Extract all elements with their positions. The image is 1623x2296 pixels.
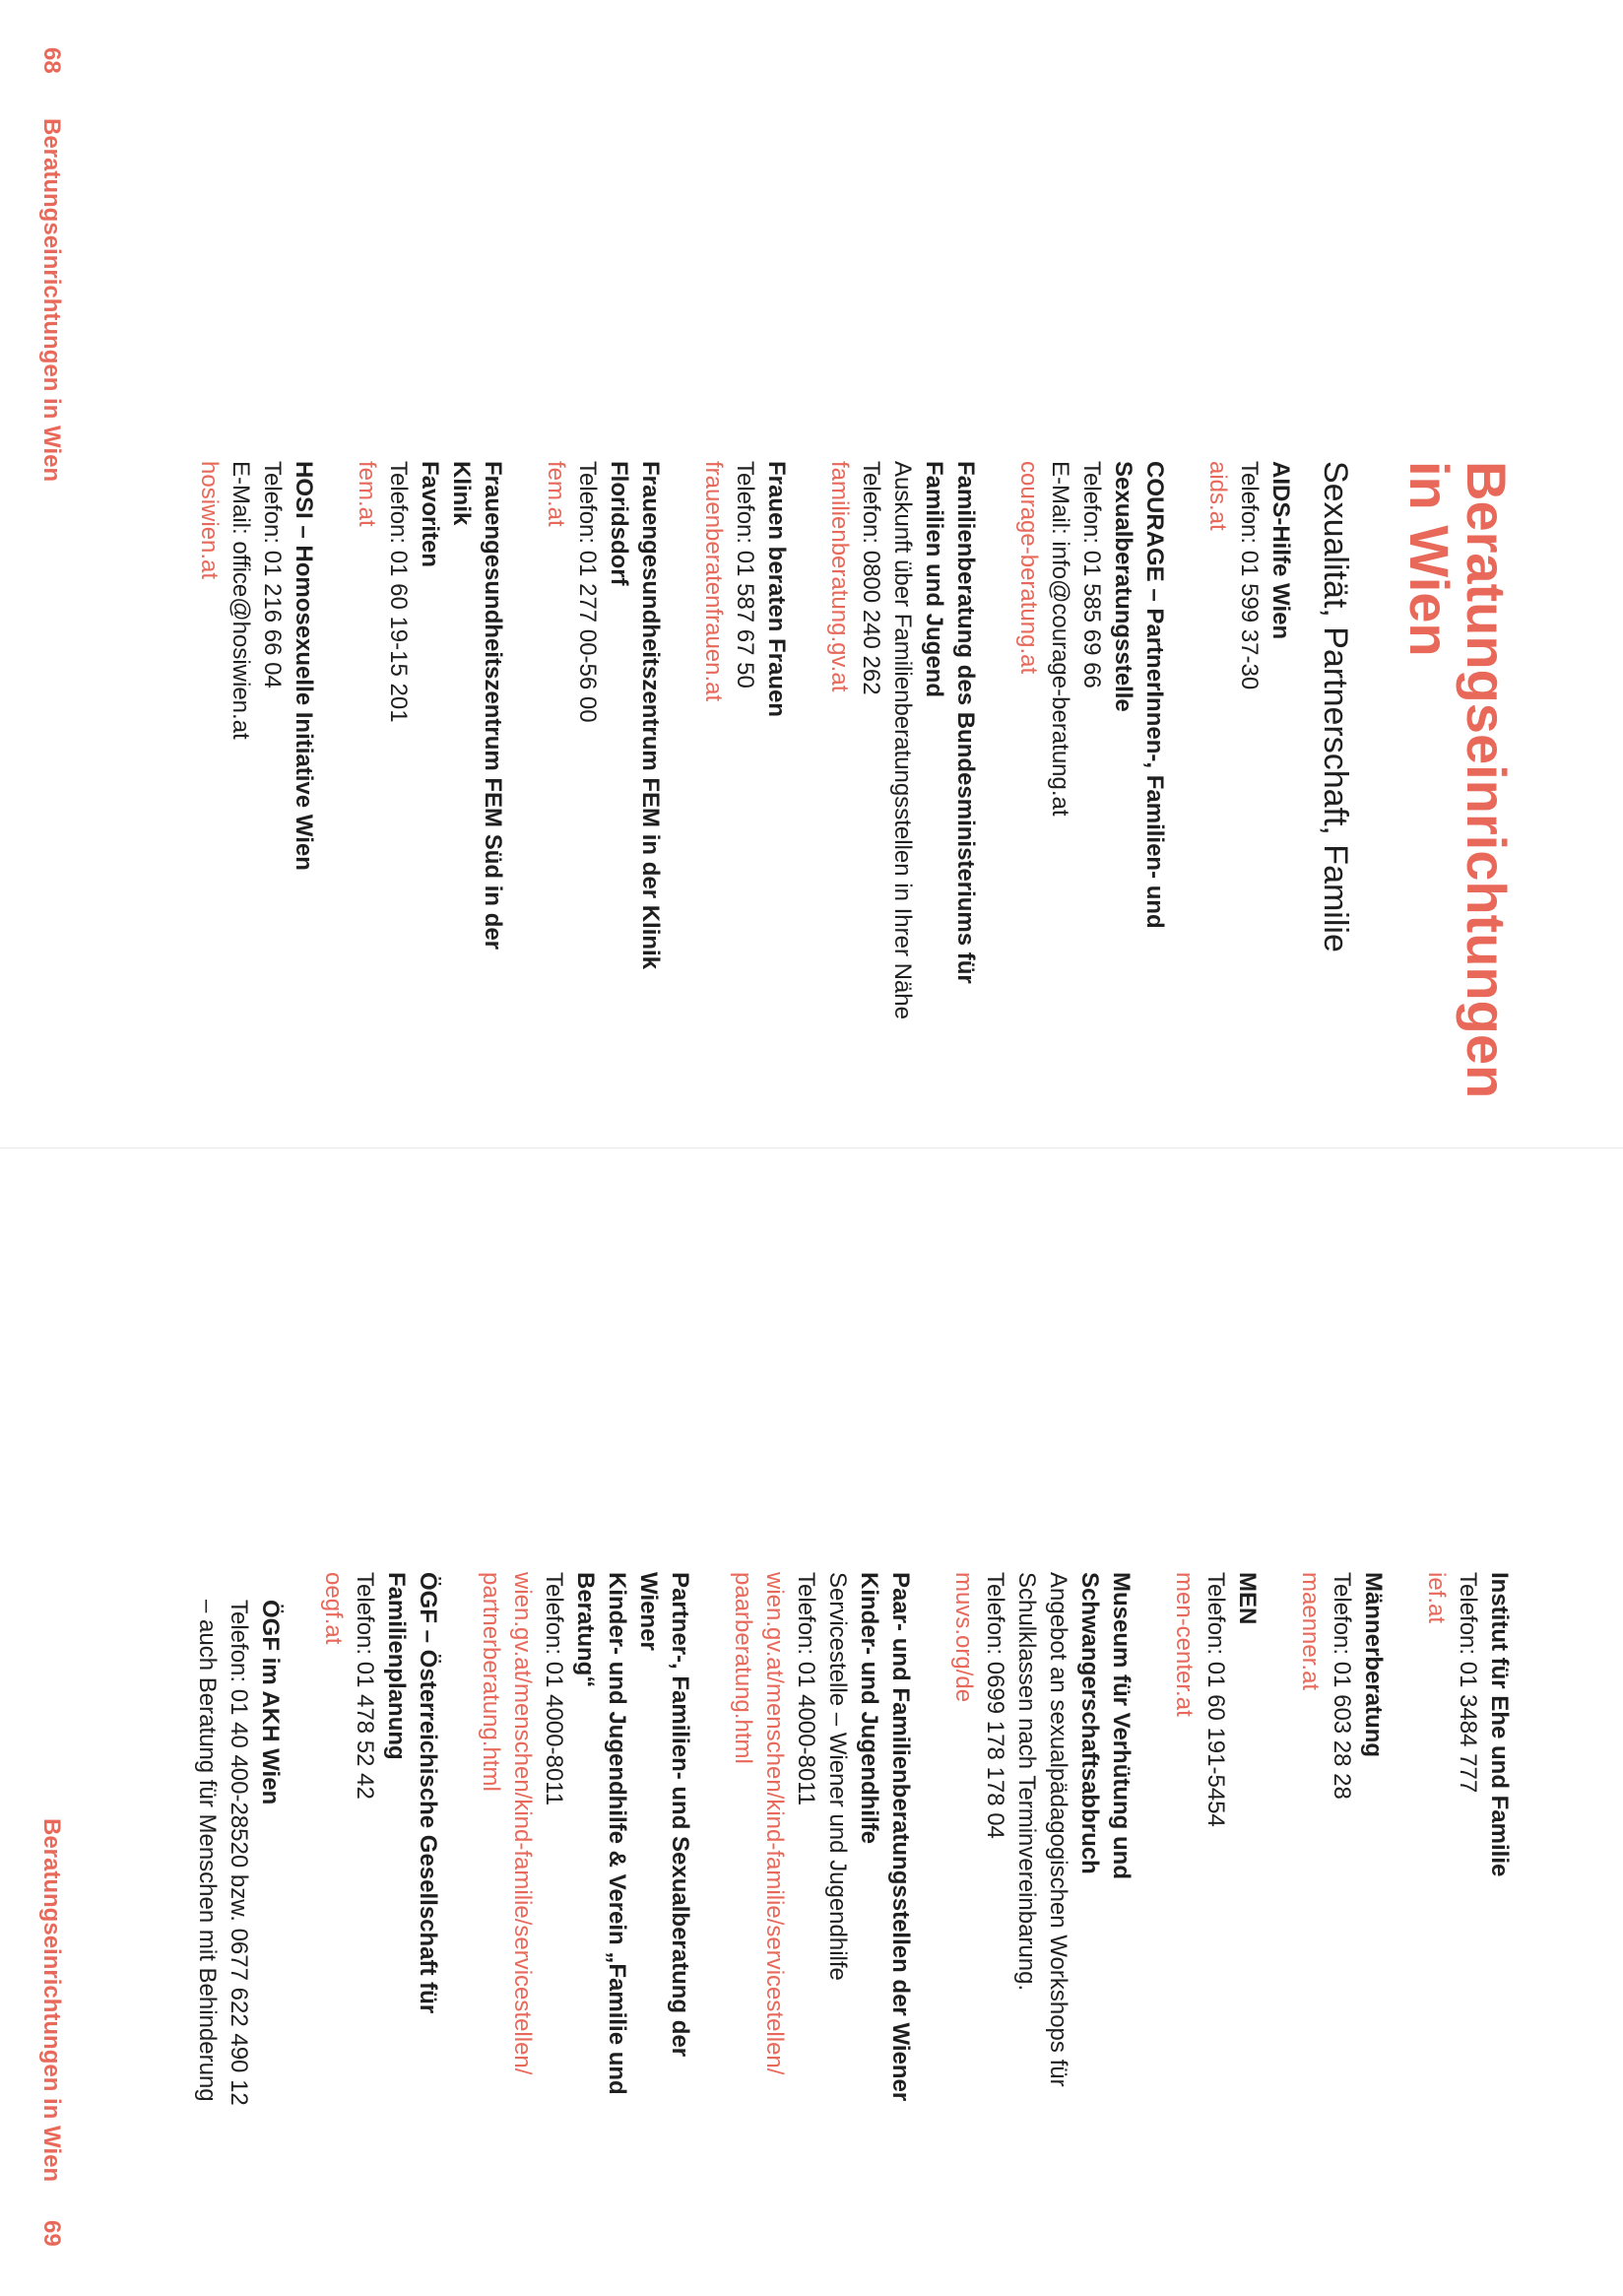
entry-name: Paar- und Familienberatungsstellen der Wiener xyxy=(887,1572,914,2102)
entry-phone: Telefon: 01 599 37-30 xyxy=(1236,461,1263,690)
running-head: Beratungseinrichtungen in Wien xyxy=(38,118,65,483)
entry-name: Frauengesundheitszentrum FEM Süd in der Klinik xyxy=(448,461,506,951)
list-item xyxy=(727,1572,916,2106)
sub-entry-phone: Telefon: 01 40 400-28520 bzw. 0677 622 490 12 xyxy=(226,1600,252,2106)
list-item xyxy=(1012,461,1170,1019)
section-subtitle: Sexualität, Partnerschaft, Familie xyxy=(1317,461,1354,952)
list-item xyxy=(351,461,508,1019)
entry-link[interactable]: familienberatung.gv.at xyxy=(826,461,853,692)
entry-link[interactable]: fem.at xyxy=(543,461,569,527)
entry-link[interactable]: fem.at xyxy=(354,461,380,527)
list-item xyxy=(540,461,666,1019)
entry-name: HOSI – Homosexuelle Initiative Wien xyxy=(291,461,317,871)
entry-name: Frauen beraten Frauen xyxy=(763,461,790,718)
entry-link[interactable]: hosiwien.at xyxy=(196,461,223,580)
entry-link[interactable]: ief.at xyxy=(1423,1572,1450,1624)
entry-link[interactable]: men-center.at xyxy=(1171,1572,1198,1717)
list-item xyxy=(697,461,792,1019)
entry-name: Familienberatung des Bundesministeriums für xyxy=(952,461,979,984)
page-number: 69 xyxy=(38,2220,65,2247)
entry-phone: Telefon: 01 60 19-15 201 xyxy=(385,461,412,723)
entry-name-cont: Favoriten xyxy=(417,461,443,568)
entry-name: Institut für Ehe und Familie xyxy=(1486,1572,1513,1877)
sub-entry-note: – auch Beratung für Menschen mit Behinderung xyxy=(194,1600,221,2102)
entry-name-cont: Sexualberatungsstelle xyxy=(1110,461,1136,712)
entry-link[interactable]: maenner.at xyxy=(1297,1572,1324,1691)
entry-phone: Telefon: 0800 240 262 xyxy=(858,461,884,695)
left-page-number-wrap xyxy=(37,47,65,74)
left-entries xyxy=(193,461,1296,1019)
entry-name: AIDS-Hilfe Wien xyxy=(1267,461,1294,640)
left-running-head-wrap xyxy=(37,118,65,482)
entry-name: MEN xyxy=(1234,1572,1261,1625)
entry-name-cont: Kinder- und Jugendhilfe xyxy=(856,1572,882,1844)
page-title-line2: in Wien xyxy=(1398,461,1461,657)
entry-phone: Telefon: 01 4000-8011 xyxy=(541,1572,567,1806)
entry-link[interactable]: aids.at xyxy=(1204,461,1231,531)
entry-phone: Telefon: 01 478 52 42 xyxy=(352,1572,378,1800)
right-entries xyxy=(191,1572,1515,2106)
list-item xyxy=(1201,461,1296,1019)
left-title xyxy=(1398,461,1518,1099)
entry-phone: Telefon: 01 3484 777 xyxy=(1455,1572,1481,1794)
entry-link[interactable]: oegf.at xyxy=(320,1572,347,1645)
entry-phone: Telefon: 01 4000-8011 xyxy=(793,1572,819,1806)
entry-link[interactable]: muvs.org/de xyxy=(950,1572,977,1703)
entry-name: Männerberatung xyxy=(1360,1572,1387,1758)
entry-link[interactable]: wien.gv.at/menschen/kind-familie/servicestellen/ xyxy=(509,1572,536,2075)
entry-phone: Telefon: 0699 178 178 04 xyxy=(982,1572,1008,1839)
running-head: Beratungseinrichtungen in Wien xyxy=(38,1818,65,2183)
entry-description-cont: Schulklassen nach Terminvereinbarung. xyxy=(1013,1572,1040,1992)
list-item xyxy=(823,461,981,1019)
entry-description: Servicestelle – Wiener und Jugendhilfe xyxy=(824,1572,851,1981)
entry-phone: Telefon: 01 277 00-56 00 xyxy=(574,461,601,723)
entry-name-cont: Familien und Jugend xyxy=(921,461,947,698)
entry-name: Frauengesundheitszentrum FEM in der Klinik xyxy=(637,461,664,970)
sub-entry-name: ÖGF im AKH Wien xyxy=(257,1600,284,1805)
entry-phone: Telefon: 01 585 69 66 xyxy=(1078,461,1105,689)
page-title: Beratungseinrichtungen xyxy=(1456,461,1518,1099)
entry-phone: Telefon: 01 216 66 04 xyxy=(259,461,286,689)
entry-link-cont[interactable]: paarberatung.html xyxy=(730,1572,756,1764)
list-item xyxy=(1420,1572,1515,2106)
left-subtitle xyxy=(1316,461,1355,952)
entry-email: E-Mail: info@courage-beratung.at xyxy=(1047,461,1073,817)
list-item xyxy=(1168,1572,1263,2106)
list-item xyxy=(193,461,319,1019)
list-item xyxy=(1294,1572,1389,2106)
entry-name-cont: Beratung“ xyxy=(572,1572,599,1688)
entry-description: Auskunft über Familienberatungsstellen in Ihrer Nähe xyxy=(889,461,916,1019)
entry-name: Partner-, Familien- und Sexualberatung der Wiener xyxy=(635,1572,693,2058)
right-page-number-wrap xyxy=(37,2220,65,2247)
entry-phone: Telefon: 01 603 28 28 xyxy=(1329,1572,1355,1800)
entry-link[interactable]: courage-beratung.at xyxy=(1015,461,1042,675)
entry-email: E-Mail: office@hosiwien.at xyxy=(227,461,254,740)
sub-entry xyxy=(191,1572,286,2106)
entry-description: Angebot an sexualpädagogischen Workshops für xyxy=(1045,1572,1071,2087)
entry-link[interactable]: frauenberatenfrauen.at xyxy=(700,461,727,702)
list-item xyxy=(475,1572,695,2106)
entry-link-cont[interactable]: partnerberatung.html xyxy=(478,1572,504,1792)
list-item xyxy=(317,1572,443,2106)
entry-name: Museum für Verhütung und Schwangerschaftsabbruch xyxy=(1076,1572,1135,1879)
entry-phone: Telefon: 01 587 67 50 xyxy=(732,461,758,689)
page-number: 68 xyxy=(38,47,65,74)
entry-name-cont: Kinder- und Jugendhilfe & Verein „Familie und xyxy=(604,1572,630,2095)
right-running-head-wrap xyxy=(37,1818,65,2182)
list-item xyxy=(947,1572,1136,2106)
entry-phone: Telefon: 01 60 191-5454 xyxy=(1202,1572,1229,1827)
entry-name: ÖGF – Österreichische Gesellschaft für Familienplanung xyxy=(383,1572,441,2014)
entry-name: COURAGE – PartnerInnen-, Familien- und xyxy=(1141,461,1168,929)
entry-name-cont: Floridsdorf xyxy=(606,461,632,586)
entry-link[interactable]: wien.gv.at/menschen/kind-familie/servicestellen/ xyxy=(761,1572,788,2075)
